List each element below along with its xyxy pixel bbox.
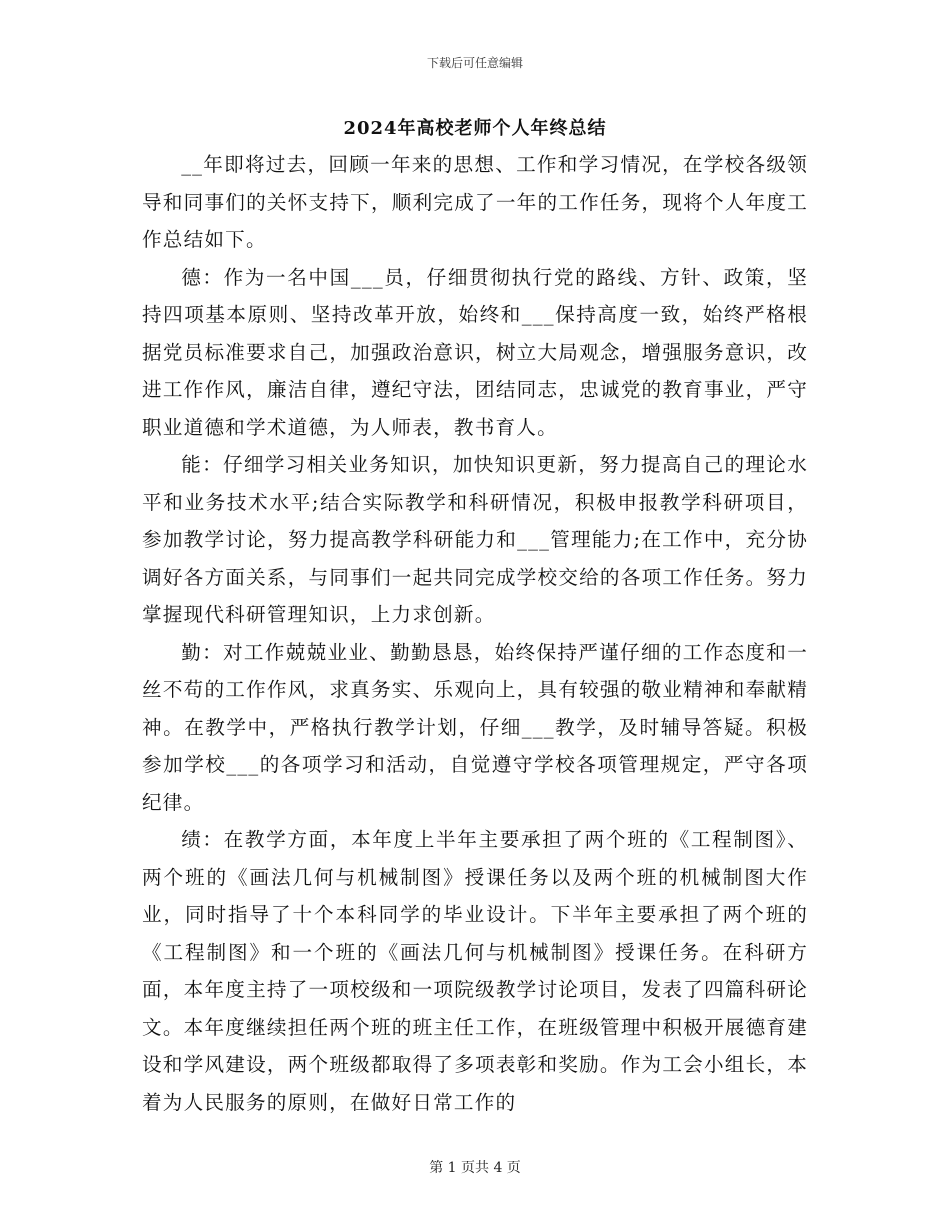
paragraph-ability: 能：仔细学习相关业务知识，加快知识更新，努力提高自己的理论水平和业务技术水平;结合实际教学和科研情况，积极申报教学科研项目，参加教学讨论，努力提高教学科研能力和___管理能力;在工作中，充分协调好各方面关系，与同事们一起共同完成学校交给的各项工作任务。努力掌握现代科研管理知识，上力求创新。 bbox=[142, 453, 808, 626]
paragraph-intro: __年即将过去，回顾一年来的思想、工作和学习情况，在学校各级领导和同事们的关怀支持下，顺利完成了一年的工作任务，现将个人年度工作总结如下。 bbox=[142, 153, 808, 251]
document-body bbox=[142, 146, 808, 1121]
paragraph-diligence: 勤：对工作兢兢业业、勤勤恳恳，始终保持严谨仔细的工作态度和一丝不苟的工作作风，求真务实、乐观向上，具有较强的敬业精神和奉献精神。在教学中，严格执行教学计划，仔细___教学，及时辅导答疑。积极参加学校___的各项学习和活动，自觉遵守学校各项管理规定，严守各项纪律。 bbox=[142, 640, 808, 814]
paragraph-virtue: 德：作为一名中国___员，仔细贯彻执行党的路线、方针、政策，坚持四项基本原则、坚持改革开放，始终和___保持高度一致，始终严格根据党员标准要求自己，加强政治意识，树立大局观念，增强服务意识，改进工作作风，廉洁自律，遵纪守法，团结同志，忠诚党的教育事业，严守职业道德和学术道德，为人师表，教书育人。 bbox=[142, 265, 808, 439]
page-number: 第 1 页共 4 页 bbox=[429, 1160, 521, 1176]
document-title: 2024年高校老师个人年终总结 bbox=[343, 118, 607, 139]
page-header-note: 下载后可任意编辑 bbox=[426, 56, 523, 70]
paragraph-achievement: 绩：在教学方面，本年度上半年主要承担了两个班的《工程制图》、两个班的《画法几何与机械制图》授课任务以及两个班的机械制图大作业，同时指导了十个本科同学的毕业设计。下半年主要承担了两个班的《工程制图》和一个班的《画法几何与机械制图》授课任务。在科研方面，本年度主持了一项校级和一项院级教学讨论项目，发表了四篇科研论文。本年度继续担任两个班的班主任工作，在班级管理中积极开展德育建设和学风建设，两个班级都取得了多项表彰和奖励。作为工会小组长，本着为人民服务的原则，在做好日常工作的 bbox=[142, 828, 808, 1114]
